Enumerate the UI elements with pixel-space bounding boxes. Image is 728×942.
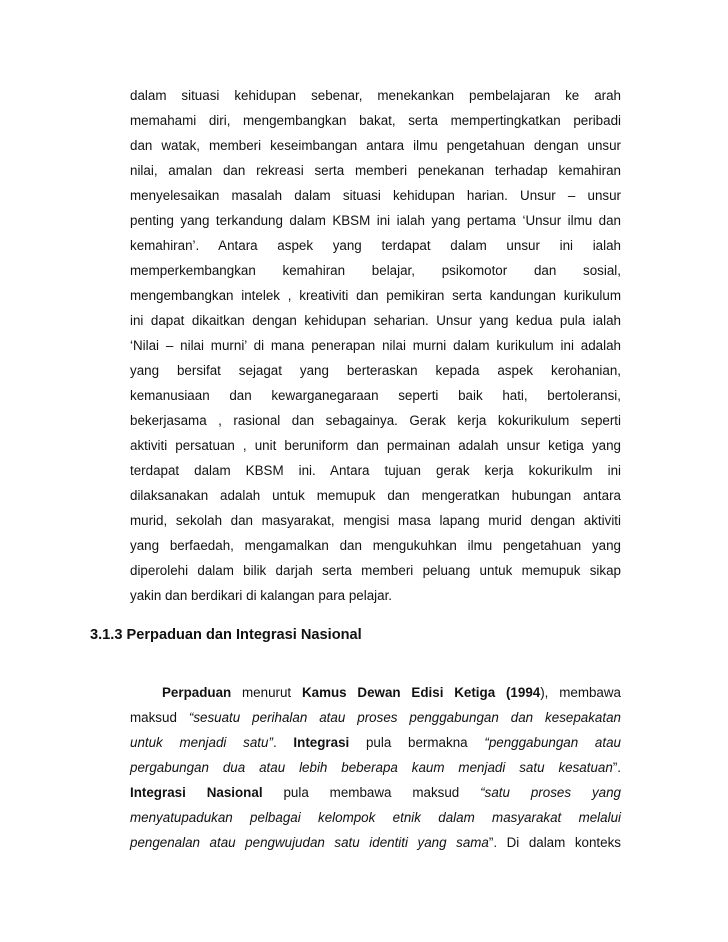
text-line: dan watak, memberi keseimbangan antara ilmu pengetahuan dengan unsur	[130, 138, 621, 153]
text-line: kemanusiaan dan kewarganegaraan seperti baik hati, bertoleransi,	[130, 388, 621, 403]
text-run: pula membawa maksud	[262, 785, 481, 800]
text-line: murid, sekolah dan masyarakat, mengisi masa lapang murid dengan aktiviti	[130, 513, 621, 528]
text-run: ”.	[612, 760, 621, 775]
text-run: pula bermakna	[349, 735, 485, 750]
text-line: mengembangkan intelek , kreativiti dan pemikiran serta kandungan kurikulum	[130, 288, 621, 303]
text-line: memperkembangkan kemahiran belajar, psikomotor dan sosial,	[130, 263, 621, 278]
text-line: yang bersifat sejagat yang berteraskan kepada aspek kerohanian,	[130, 363, 621, 378]
source-reference: Kamus Dewan Edisi Ketiga (1994	[301, 685, 541, 700]
section-heading: 3.1.3 Perpaduan dan Integrasi Nasional	[90, 627, 362, 643]
text-line	[130, 759, 621, 776]
text-line: diperolehi dalam bilik darjah serta memberi peluang untuk memupuk sikap	[130, 563, 621, 578]
text-line: penting yang terkandung dalam KBSM ini ialah yang pertama ‘Unsur ilmu dan	[130, 213, 621, 228]
text-line: dalam situasi kehidupan sebenar, menekankan pembelajaran ke arah	[130, 88, 621, 103]
text-line: kemahiran’. Antara aspek yang terdapat dalam unsur ini ialah	[130, 238, 621, 253]
text-line	[130, 834, 621, 851]
text-line: ‘Nilai – nilai murni’ di mana penerapan nilai murni dalam kurikulum ini adalah	[130, 338, 621, 353]
text-line	[130, 709, 621, 726]
quote-text: pergabungan dua atau lebih beberapa kaum menjadi satu kesatuan	[130, 760, 613, 775]
term-integrasi-nasional: Integrasi Nasional	[130, 785, 263, 800]
text-run: menurut	[231, 685, 302, 700]
text-line: bekerjasama , rasional dan sebagainya. Gerak kerja kokurikulum seperti	[130, 413, 621, 428]
quote-text: menyatupadukan pelbagai kelompok etnik dalam masyarakat melalui	[130, 810, 621, 825]
text-line: nilai, amalan dan rekreasi serta memberi penekanan terhadap kemahiran	[130, 163, 621, 178]
text-line: memahami diri, mengembangkan bakat, serta mempertingkatkan peribadi	[130, 113, 621, 128]
text-run: .	[272, 735, 294, 750]
text-line: aktiviti persatuan , unit beruniform dan permainan adalah unsur ketiga yang	[130, 438, 621, 453]
text-line: terdapat dalam KBSM ini. Antara tujuan gerak kerja kokurikulm ini	[130, 463, 621, 478]
text-line	[130, 734, 621, 751]
text-line	[162, 684, 621, 701]
text-run: ), membawa	[540, 685, 621, 700]
term-perpaduan: Perpaduan	[162, 685, 232, 700]
text-line: menyelesaikan masalah dalam situasi kehidupan harian. Unsur – unsur	[130, 188, 621, 203]
text-run: maksud	[130, 710, 189, 725]
quote-text: “satu proses yang	[480, 785, 621, 800]
text-line	[130, 784, 621, 801]
quote-text: “sesuatu perihalan atau proses penggabungan dan kesepakatan	[188, 710, 621, 725]
text-line: yakin dan berdikari di kalangan para pelajar.	[130, 588, 393, 603]
quote-text: pengenalan atau pengwujudan satu identiti yang sama	[130, 835, 489, 850]
text-line: ini dapat dikaitkan dengan kehidupan seharian. Unsur yang kedua pula ialah	[130, 313, 621, 328]
quote-text: “penggabungan atau	[484, 735, 621, 750]
text-line: yang berfaedah, mengamalkan dan mengukuhkan ilmu pengetahuan yang	[130, 538, 621, 553]
text-line	[130, 809, 621, 826]
term-integrasi: Integrasi	[293, 735, 350, 750]
quote-text: untuk menjadi satu”	[130, 735, 273, 750]
text-line: dilaksanakan adalah untuk memupuk dan mengeratkan hubungan antara	[130, 488, 621, 503]
text-run: ”. Di dalam konteks	[488, 835, 621, 850]
